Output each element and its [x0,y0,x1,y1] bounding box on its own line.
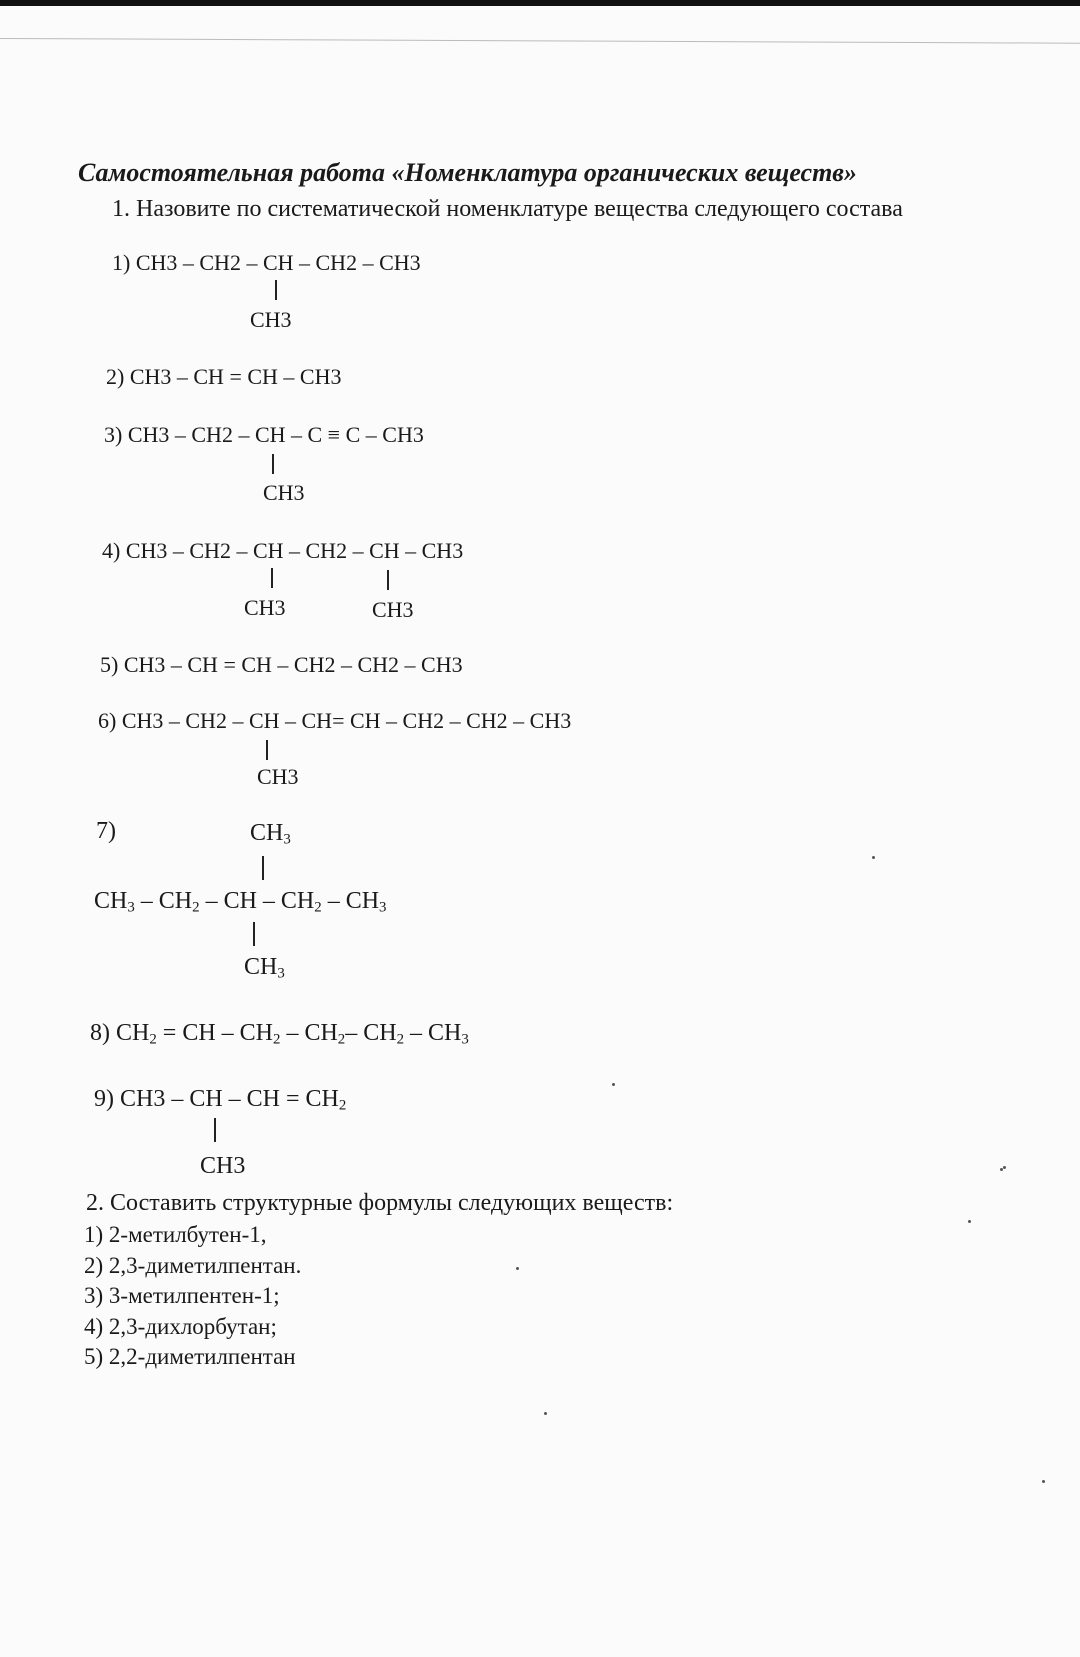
list-item: 5) 2,2-диметилпентан [84,1344,296,1369]
substituent: CH3 [250,307,292,332]
bond-line [266,740,268,760]
page-title: Самостоятельная работа «Номенклатура органических веществ» [78,158,857,187]
formula-8: 8) $CH_2$ = CH – $CH_2 - CH_2-$ $CH_2 - CH_3$ [90,1020,469,1048]
scan-speck [612,1083,615,1086]
task-2-list [84,1220,301,1373]
bond-line [272,454,274,474]
formula-2: 2) CH3 – CH = CH – CH3 [106,364,342,389]
substituent: CH3 [257,764,299,789]
formula-3: 3) CH3 – CH2 – CH – C ≡ C – CH3 [104,422,424,447]
task-1-text: 1. Назовите по систематической номенклатуре вещества следующего состава [112,196,903,222]
scan-speck [968,1220,971,1223]
bond-line [387,570,389,590]
bond-line [253,922,255,946]
scan-speck [1042,1480,1045,1483]
scan-speck [1003,1166,1006,1169]
bond-line [262,856,264,880]
substituent: $CH_3$ [244,954,285,982]
formula-6: 6) CH3 – CH2 – CH – CH= CH – CH2 – CH2 – CH3 [98,708,572,733]
task-2-text: 2. Составить структурные формулы следующих веществ: [86,1190,674,1216]
list-item: 4) 2,3-дихлорбутан; [84,1313,277,1339]
formula-1: 1) CH3 – CH2 – CH – CH2 – CH3 [112,250,421,275]
formula-4: 4) CH3 – CH2 – CH – CH2 – CH – CH3 [102,538,464,563]
substituent: CH3 [263,480,305,505]
list-item: 1) 2-метилбутен-1, [84,1222,267,1247]
formula-7: $CH_3 - CH_2$ – CH – $CH_2 - CH_3$ [94,888,387,916]
scan-speck [544,1412,547,1415]
list-item: 2) 2,3-диметилпентан. [84,1252,302,1278]
list-item: 3) 3-метилпентен-1; [84,1283,280,1308]
scan-speck [872,856,875,859]
bond-line [275,280,277,300]
scan-top-edge [0,0,1080,6]
substituent: $CH_3$ [250,820,291,848]
substituent: CH3 [200,1153,246,1179]
bond-line [271,568,273,588]
scan-speck [516,1267,519,1270]
bond-line [214,1118,216,1142]
formula-9: 9) CH3 – CH – CH = $CH_2$ [94,1086,347,1114]
substituent: CH3 [372,597,414,622]
substituent: CH3 [244,595,286,620]
formula-7-number: 7) [96,818,116,844]
formula-5: 5) CH3 – CH = CH – CH2 – CH2 – CH3 [100,652,463,677]
scan-rule [0,38,1080,44]
